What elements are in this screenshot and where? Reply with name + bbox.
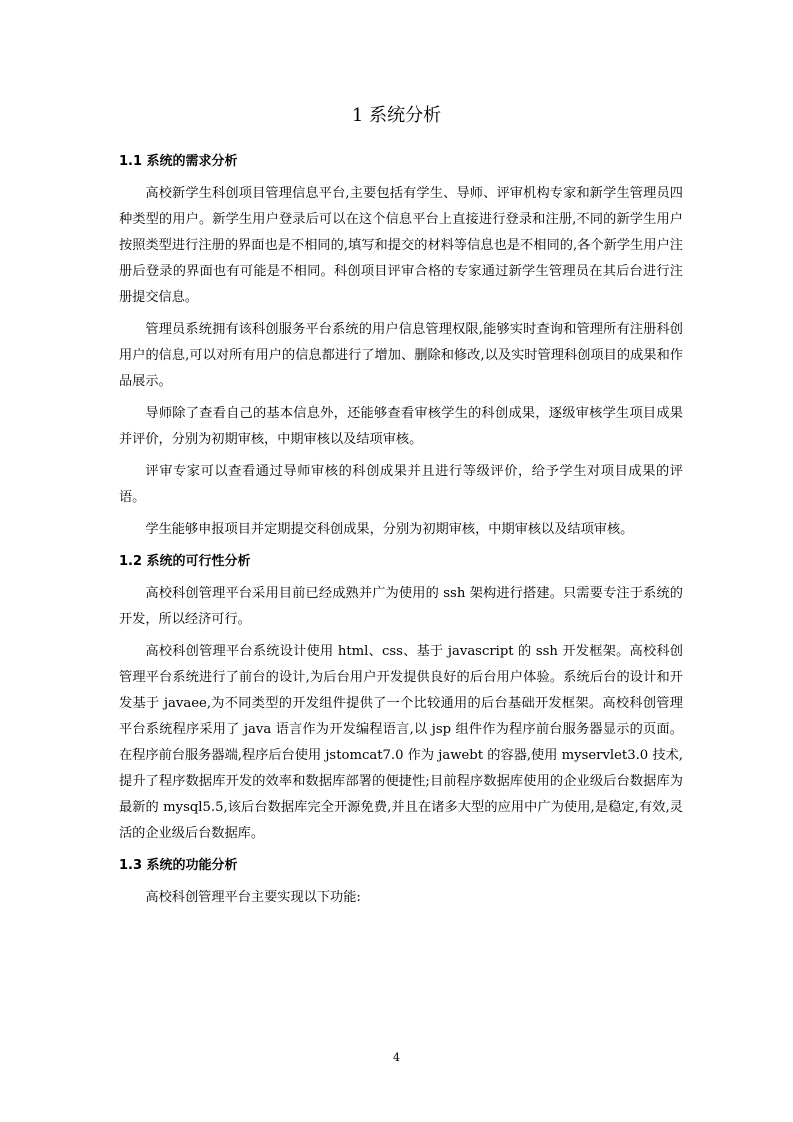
- section-heading: 1.1 系统的需求分析: [119, 154, 238, 169]
- chapter-title: 1 系统分析: [351, 105, 442, 126]
- section-heading: 1.2 系统的可行性分析: [119, 554, 251, 569]
- section-requirements-analysis: [119, 149, 683, 543]
- page-body: [119, 149, 683, 917]
- paragraph: 评审专家可以查看通过导师审核的科创成果并且进行等级评价，给予学生对项目成果的评语。: [119, 464, 683, 505]
- section-heading: 1.3 系统的功能分析: [119, 858, 238, 873]
- section-feasibility-analysis: [119, 549, 683, 847]
- section-function-analysis: [119, 853, 683, 911]
- paragraph: 高校科创管理平台主要实现以下功能:: [145, 890, 361, 905]
- page-number: 4: [393, 1051, 400, 1064]
- paragraph: 学生能够申报项目并定期提交科创成果，分别为初期审核，中期审核以及结项审核。: [145, 522, 634, 537]
- paragraph: 管理员系统拥有该科创服务平台系统的用户信息管理权限,能够实时查询和管理所有注册科创用户的信息,可以对所有用户的信息都进行了增加、删除和修改,以及实时管理科创项目的成果和作品展示。: [119, 322, 683, 389]
- paragraph: 高校新学生科创项目管理信息平台,主要包括有学生、导师、评审机构专家和新学生管理员四种类型的用户。新学生用户登录后可以在这个信息平台上直接进行登录和注册,不同的新学生用户按照类型进行注册的界面也是不相同的,填写和提交的材料等信息也是不相同的,各个新学生用户注册后登录的界面也有可能是不相同。科创项目评审合格的专家通过新学生管理员在其后台进行注册提交信息。: [119, 186, 683, 305]
- paragraph: 导师除了查看自己的基本信息外，还能够查看审核学生的科创成果，逐级审核学生项目成果并评价，分别为初期审核，中期审核以及结项审核。: [119, 406, 683, 447]
- paragraph: 高校科创管理平台采用目前已经成熟并广为使用的 ssh 架构进行搭建。只需要专注于系统的开发，所以经济可行。: [119, 586, 683, 627]
- paragraph: 高校科创管理平台系统设计使用 html、css、基于 javascript 的 ssh 开发框架。高校科创管理平台系统进行了前台的设计,为后台用户开发提供良好的后台用户体验。系统后台的设计和开发基于 javaee,为不同类型的开发组件提供了一个比较通用的后台基础开发框架。高校科创管理平台系统程序采用了 java 语言作为开发编程语言,以 jsp 组件作为程序前台服务器显示的页面。在程序前台服务器端,程序后台使用 jstomcat7.0 作为 jawebt 的容器,使用 myservlet3.0 技术,提升了程序数据库开发的效率和数据库部署的便捷性;目前程序数据库使用的企业级后台数据库为最新的 mysql5.5,该后台数据库完全开源免费,并且在诸多大型的应用中广为使用,是稳定,有效,灵活的企业级后台数据库。: [119, 644, 683, 841]
